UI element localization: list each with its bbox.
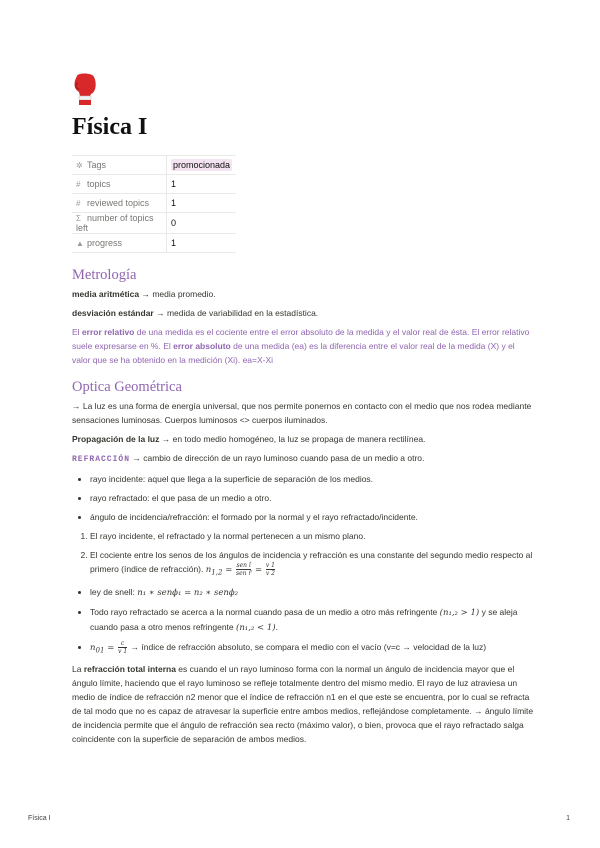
property-key — [72, 175, 166, 194]
refraccion-paragraph — [72, 451, 534, 467]
optica-intro: → La luz es una forma de energía universal, que nos permite ponernos en contacto con el medio que nos rodea mediante sensaciones luminosas. Cuerpos luminosos <> cuerpos iluminados. — [72, 401, 532, 425]
definition: → media promedio. — [139, 289, 216, 299]
snell-formula: n₁ ∗ senϕ₁ = n₂ ∗ senϕ₂ — [137, 587, 239, 598]
list-item — [90, 585, 534, 600]
list-item: • ángulo de incidencia/refracción: el formado por la normal y el rayo refractado/incidente. — [90, 510, 534, 524]
tag-badge[interactable]: promocionada — [172, 160, 230, 170]
property-row — [72, 194, 236, 213]
page-number: 1 — [566, 815, 570, 822]
refraccion-bullets — [72, 472, 534, 524]
list-item: • rayo incidente: aquel que llega a la superficie de separación de los medios. — [90, 472, 534, 486]
tags-icon: ✲ — [76, 161, 83, 170]
property-row — [72, 213, 236, 234]
property-value-text: 1 — [170, 179, 176, 189]
text: . — [275, 621, 278, 632]
property-value-text: 1 — [170, 198, 176, 208]
property-value — [166, 234, 236, 253]
text: de una medida es el cociente entre el error absoluto de la medida y el valor real de ésta. El error relativo suele expresarse en %. El — [72, 327, 530, 351]
footer-title: Física I — [28, 815, 51, 822]
term: desviación estándar — [72, 308, 154, 318]
boxing-glove-icon — [72, 72, 98, 106]
text: La — [72, 664, 84, 675]
property-value-text: 0 — [170, 218, 176, 228]
text: El cociente entre los senos de los ángulos de incidencia y refracción es una constante del segundo medio respecto al primero (índice de refracción). — [90, 550, 533, 574]
list-item — [90, 548, 534, 580]
text: ley de snell: — [90, 586, 138, 597]
number-icon: # — [76, 199, 81, 208]
reflexion-total-paragraph — [72, 662, 534, 746]
term: error absoluto — [173, 341, 231, 351]
property-value — [166, 175, 236, 194]
definition: → en todo medio homogéneo, la luz se propaga de manera rectilínea. — [159, 434, 426, 444]
desviacion-paragraph — [72, 306, 534, 320]
document-page — [72, 72, 534, 751]
text: → índice de refracción absoluto, se compara el medio con el vacío (v=c → velocidad de la luz) — [128, 641, 487, 652]
media-aritmetica-paragraph — [72, 287, 534, 301]
property-value[interactable] — [166, 156, 236, 175]
list-item: • rayo refractado: el que pasa de un medio a otro. — [90, 491, 534, 505]
error-paragraph — [72, 325, 534, 367]
properties-table — [72, 155, 236, 253]
text: El — [72, 327, 82, 337]
term: media aritmética — [72, 289, 140, 299]
sigma-icon: Σ — [76, 214, 81, 223]
definition: → cambio de dirección de un rayo luminoso cuando pasa de un medio a otro. — [130, 453, 425, 463]
text: es cuando el un rayo luminoso forma con la normal un ángulo de incidencia mayor que el ángulo límite, haciendo que el rayo luminoso se refleje totalmente dentro del mismo medio. El rayo de luz atraviesa un medio de índice de refracción n2 menor que el índice de refracción n1 en el que este se encuentra, por lo cual se refracta de tal modo que no es capaz de atravesar la superficie entre ambos medios, reflejándose completamente. → ángulo límite de incidencia permite que el ángulo de refracción sea recto (máximo valor), o bien, provoca que el rayo refractado salga coincidente con la superficie de separación de ambos medios. — [72, 664, 534, 745]
property-row — [72, 234, 236, 253]
property-key — [72, 156, 166, 175]
text: Todo rayo refractado se acerca a la normal cuando pasa de un medio a otro más refringente — [90, 606, 440, 617]
definition: → medida de variabilidad en la estadística. — [153, 308, 319, 318]
refraccion-laws — [72, 529, 534, 580]
property-row — [72, 156, 236, 175]
formula: (n₁,₂ > 1) — [439, 607, 480, 618]
property-key-label: Tags — [87, 160, 107, 170]
page-title: Física I — [72, 114, 148, 140]
propagacion-paragraph — [72, 432, 534, 446]
property-key-label: topics — [87, 179, 111, 189]
property-key-label: number of topics left — [76, 213, 154, 233]
term: Propagación de la luz — [72, 434, 160, 444]
term: refracción total interna — [83, 664, 176, 675]
property-value — [166, 213, 236, 234]
formula: (n₁,₂ < 1) — [236, 622, 276, 633]
index-formula: $n_{1,2}$ = $\frac{\text{sen î}}{\text{sen r̂}}$ = $\frac{v 1}{v 2}$ — [205, 562, 275, 577]
property-key — [72, 213, 166, 234]
heading-metrologia: Metrología — [72, 267, 137, 283]
property-key-label: reviewed topics — [87, 198, 150, 208]
refraccion-bullets-2 — [72, 585, 534, 658]
property-value — [166, 194, 236, 213]
term: error relativo — [81, 327, 135, 337]
progress-icon: ▲ — [76, 239, 84, 248]
text: y se aleja cuando pasa a otro menos refringente — [90, 606, 518, 632]
list-item: 1. El rayo incidente, el refractado y la normal pertenecen a un mismo plano. — [90, 529, 534, 543]
property-row — [72, 175, 236, 194]
list-item — [90, 605, 534, 635]
property-value-text: 1 — [170, 238, 176, 248]
property-key-label: progress — [87, 238, 123, 248]
list-item — [90, 640, 534, 658]
property-key — [72, 194, 166, 213]
heading-optica: Optica Geométrica — [72, 379, 182, 395]
number-icon: # — [76, 180, 81, 189]
text: de una medida (ea) es la diferencia entre el valor real de la medida (X) y el valor que se ha obtenido en la medición (Xi). ea=X-Xi — [72, 341, 515, 365]
absolute-index-formula: $n_{01}$ = $\frac{c}{v 1}$ — [90, 639, 128, 655]
property-key — [72, 234, 166, 253]
term: REFRACCIÓN — [72, 455, 131, 464]
